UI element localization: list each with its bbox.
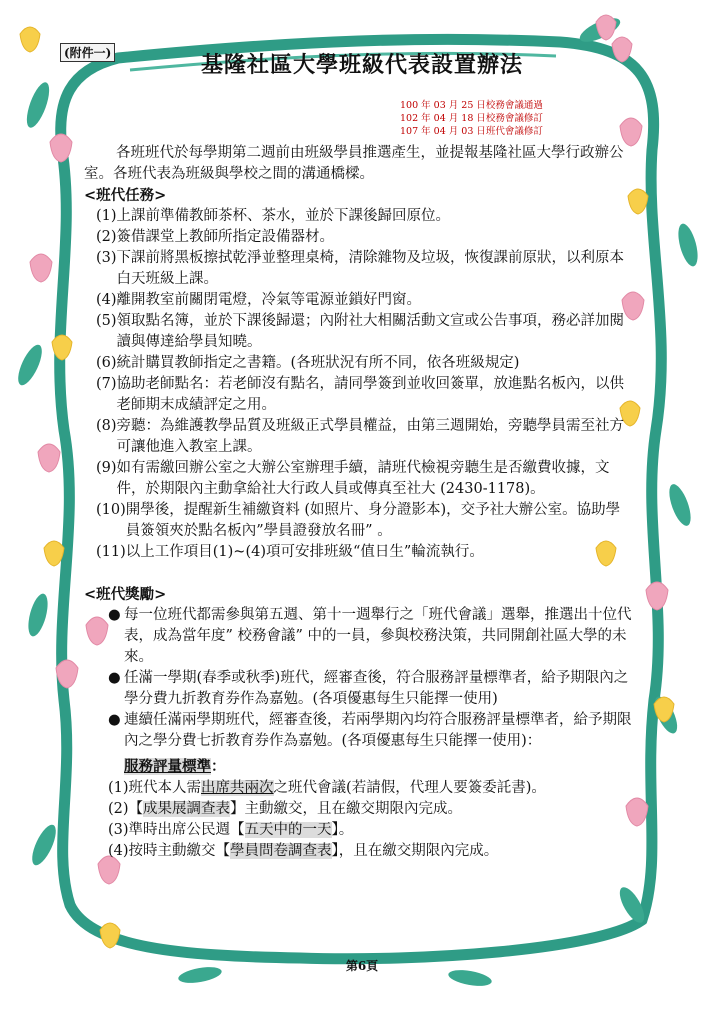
reward-text: 每一位班代都需參與第五週、第十一週舉行之「班代會議」選舉，推選出十位代表，成為當年度” 校務會議” 中的一員，參與校務決策，共同開創社區大學的未來。 (124, 607, 632, 665)
task-item (96, 458, 632, 500)
task-text: 下課前將黑板擦拭乾淨並整理桌椅，清除雜物及垃圾，恢復課前原狀，以利原本白天班級上課。 (116, 250, 625, 287)
revision-dates (400, 99, 543, 138)
criteria-highlight: 五天中的一天 (244, 822, 332, 838)
criteria-text: (1)班代本人需 (108, 780, 202, 796)
task-item (96, 500, 632, 542)
reward-bullet-item (108, 710, 632, 752)
task-text: 開學後，提醒新生補繳資料 (如照片、身分證影本)，交予社大辦公室。協助學員簽領夾於點名板內”學員證發放名冊” 。 (125, 502, 621, 539)
criteria-text: (3)準時出席公民週【 (108, 822, 245, 838)
reward-text: 任滿一學期(春季或秋季)班代，經審查後，符合服務評量標準者，給予期限內之學分費九折教育券作為嘉勉。(各項優惠每生只能擇一使用) (124, 670, 629, 707)
task-item (96, 416, 632, 458)
criteria-text: 】主動繳交，且在繳交期限內完成。 (230, 801, 463, 817)
tasks-heading: <班代任務> (84, 187, 167, 204)
task-number: (5) (96, 313, 117, 329)
reward-bullet-item (108, 668, 632, 710)
task-item (96, 353, 632, 374)
criteria-text: 】。 (331, 822, 354, 838)
task-text: 離開教室前關閉電燈，冷氣等電源並鎖好門窗。 (116, 292, 422, 308)
page-number: 第6頁 (345, 959, 379, 973)
criteria-highlight: 學員問卷調查表 (230, 843, 332, 859)
bullet-icon: ● (108, 712, 121, 728)
criteria-block (108, 756, 632, 862)
task-item (96, 374, 632, 416)
task-item (96, 542, 632, 563)
rewards-heading: <班代獎勵> (84, 586, 167, 603)
criteria-text: 之班代會議(若請假，代理人要簽委託書)。 (273, 780, 546, 796)
task-number: (1) (96, 208, 117, 224)
revision-date: 107 年 04 月 03 日班代會議修訂 (400, 126, 543, 137)
criteria-text: (2)【 (108, 801, 144, 817)
task-text: 上課前準備教師茶杯、茶水，並於下課後歸回原位。 (116, 208, 451, 224)
task-text: 如有需繳回辦公室之大辦公室辦理手續，請班代檢視旁聽生是否繳費收據，文件，於期限內主動拿給社大行政人員或傳真至社大 (2430-1178)。 (116, 460, 610, 497)
task-number: (7) (96, 376, 117, 392)
task-number: (9) (96, 460, 117, 476)
task-number: (11) (96, 544, 126, 560)
task-text: 協助老師點名：若老師沒有點名，請同學簽到並收回簽單，放進點名板內，以供老師期末成績評定之用。 (116, 376, 625, 413)
tasks-list (84, 206, 632, 563)
criteria-text: 】，且在繳交期限內完成。 (331, 843, 499, 859)
criteria-highlight: 出席共兩次 (201, 780, 274, 796)
task-number: (6) (96, 355, 117, 371)
bullet-icon: ● (108, 607, 121, 623)
criteria-heading (108, 756, 632, 778)
revision-date: 100 年 03 月 25 日校務會議通過 (400, 100, 543, 111)
criteria-text: (4)按時主動繳交【 (108, 843, 231, 859)
task-item (96, 206, 632, 227)
criteria-label: 服務評量標準 (124, 758, 211, 775)
criteria-item (108, 778, 632, 799)
intro-paragraph: 各班班代於每學期第二週前由班級學員推選產生，並提報基隆社區大學行政辦公室。各班代表為班級與學校之間的溝通橋樑。 (84, 145, 624, 182)
criteria-colon: ： (211, 758, 226, 775)
task-number: (3) (96, 250, 117, 266)
task-item (96, 311, 632, 353)
attachment-tag: (附件一) (60, 43, 115, 62)
bullet-icon: ● (108, 670, 121, 686)
criteria-item (108, 799, 632, 820)
task-number: (4) (96, 292, 117, 308)
document-title: 基隆社區大學班級代表設置辦法 (200, 52, 523, 78)
criteria-item (108, 820, 632, 841)
task-text: 統計購買教師指定之書籍。(各班狀況有所不同，依各班級規定) (116, 355, 520, 371)
reward-bullet-item (108, 605, 632, 668)
task-item (96, 248, 632, 290)
revision-date: 102 年 04 月 18 日校務會議修訂 (400, 113, 543, 124)
task-number: (2) (96, 229, 117, 245)
document-body (84, 143, 632, 862)
task-text: 旁聽：為維護教學品質及班級正式學員權益，由第三週開始，旁聽學員需至社方可讓他進入教室上課。 (116, 418, 625, 455)
reward-text: 連續任滿兩學期班代，經審查後，若兩學期內均符合服務評量標準者，給予期限內之學分費七折教育券作為嘉勉。(各項優惠每生只能擇一使用)： (124, 712, 632, 749)
task-item (96, 290, 632, 311)
task-number: (10) (96, 502, 126, 518)
task-text: 以上工作項目(1)~(4)項可安排班級“值日生”輪流執行。 (125, 544, 484, 560)
criteria-highlight: 成果展調查表 (143, 801, 231, 817)
task-item (96, 227, 632, 248)
criteria-item (108, 841, 632, 862)
task-number: (8) (96, 418, 117, 434)
task-text: 簽借課堂上教師所指定設備器材。 (116, 229, 335, 245)
task-text: 領取點名簿，並於下課後歸還；內附社大相關活動文宣或公告事項，務必詳加閱讀與傳達給學員知曉。 (116, 313, 625, 350)
